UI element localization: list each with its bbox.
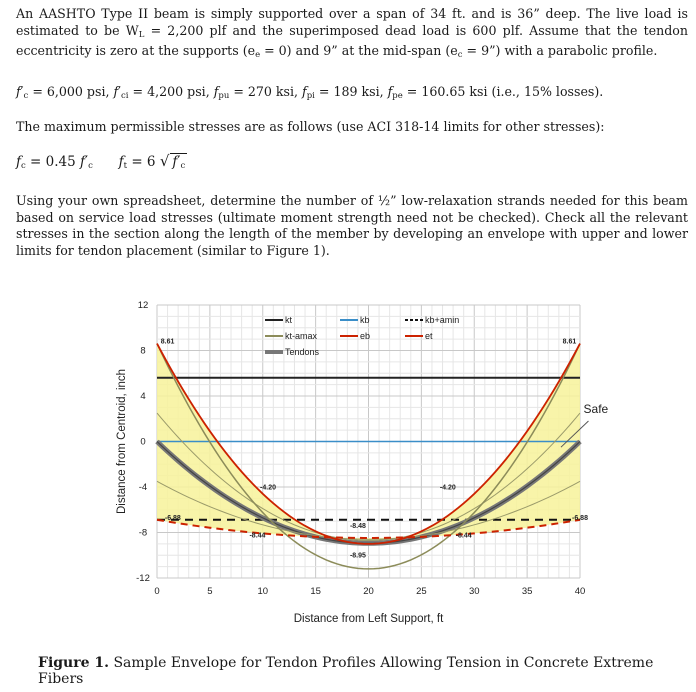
safe-annotation: Safe bbox=[583, 402, 609, 417]
y-tick-label: -12 bbox=[136, 573, 150, 584]
data-label: -6.88 bbox=[164, 514, 181, 522]
data-label: -4.20 bbox=[260, 484, 277, 492]
fpi-symbol: f bbox=[302, 84, 307, 99]
fpu-sub: pu bbox=[218, 91, 230, 101]
data-label: -6.88 bbox=[572, 514, 588, 522]
p1-text-c: = 0) and 9” at the mid-span (e bbox=[260, 43, 458, 58]
stress-limits-intro: The maximum permissible stresses are as follows (use ACI 318-14 limits for other stresses): bbox=[16, 119, 605, 134]
ft-limit-value: = 6 bbox=[127, 154, 160, 170]
y-axis-label: Distance from Centroid, inch bbox=[116, 368, 128, 515]
p1-text: An AASHTO Type II beam is simply supported over a span of 34 ft. and is 36” deep. The live load is estimated to be W bbox=[16, 6, 688, 38]
legend-label: et bbox=[425, 331, 433, 341]
ft-limit-symbol: f bbox=[118, 154, 124, 170]
legend-label: kb+amin bbox=[425, 315, 460, 325]
figure-caption bbox=[38, 655, 696, 687]
x-tick-label: 5 bbox=[207, 586, 213, 597]
x-tick-label: 20 bbox=[363, 586, 374, 597]
x-tick-label: 10 bbox=[257, 586, 269, 597]
y-tick-label: 4 bbox=[140, 391, 146, 402]
x-tick-label: 35 bbox=[521, 586, 533, 597]
x-axis-label: Distance from Left Support, ft bbox=[293, 613, 444, 625]
caption-text: Sample Envelope for Tendon Profiles Allowing Tension in Concrete Extreme Fibers bbox=[38, 655, 654, 687]
y-tick-label: 12 bbox=[137, 300, 149, 311]
x-tick-label: 0 bbox=[154, 586, 160, 597]
tendon-envelope-chart bbox=[110, 298, 630, 638]
y-tick-label: -4 bbox=[138, 482, 148, 493]
fpi-value: = 189 ksi, bbox=[314, 84, 388, 99]
stress-limits: $f_c = 0.45$ $f'_c$ $f_t = 6$ √ $f'_c$ bbox=[16, 153, 688, 175]
fc-limit-symbol: f bbox=[16, 154, 21, 170]
legend-label: Tendons bbox=[285, 347, 320, 357]
p1-text-d: = 9”) with a parabolic profile. bbox=[462, 43, 658, 58]
material-properties: $f'_c = 6,000$ psi, $f'_{ci} = 4,200$ psi, $f_{pu} = 270$ ksi, $f_{pi} = 189$ ksi, $f_{pe} = 160.65$ ksi (i.e., 15% losses). bbox=[16, 84, 604, 101]
data-label: -8.44 bbox=[249, 532, 266, 540]
fpu-symbol: f bbox=[213, 84, 219, 99]
fc-value: = 6,000 psi, bbox=[28, 84, 114, 99]
plot-area bbox=[116, 300, 609, 625]
x-tick-label: 15 bbox=[310, 586, 321, 597]
fc-symbol: f bbox=[16, 84, 21, 99]
data-label: -8.95 bbox=[349, 552, 366, 560]
data-label: -8.44 bbox=[455, 532, 472, 540]
fpe-value: = 160.65 ksi (i.e., 15% losses). bbox=[402, 84, 604, 99]
sub-c: c bbox=[457, 50, 463, 60]
fpi-sub: pi bbox=[306, 91, 315, 101]
y-tick-label: -8 bbox=[138, 527, 148, 539]
sub-e: e bbox=[255, 50, 261, 60]
problem-statement bbox=[16, 6, 688, 64]
caption-label: Figure 1. bbox=[38, 655, 109, 671]
x-tick-label: 40 bbox=[574, 586, 586, 597]
fci-symbol: f bbox=[113, 84, 119, 99]
y-tick-label: 0 bbox=[140, 436, 146, 448]
x-tick-label: 25 bbox=[416, 586, 427, 597]
legend-label: kt-amax bbox=[285, 331, 318, 341]
data-label: -8.48 bbox=[349, 522, 366, 530]
task-statement: Using your own spreadsheet, determine the number of ½” low-relaxation strands needed for this beam based on service load stresses (ultimate moment strength need not be checked). Check all the relevant stresses in the section along the length of the member by developing an envelope with upper and lower limits for tendon placement (similar to Figure 1). bbox=[16, 193, 688, 258]
fci-value: = 4,200 psi, bbox=[128, 84, 214, 99]
data-label: 8.61 bbox=[562, 338, 577, 346]
fc-limit-value: = 0.45 bbox=[25, 154, 81, 170]
sub-l: L bbox=[138, 29, 145, 40]
fpe-symbol: f bbox=[387, 84, 393, 99]
legend-label: eb bbox=[360, 331, 371, 341]
fpe-sub: pe bbox=[392, 91, 403, 101]
legend-label: kb bbox=[360, 315, 370, 325]
data-label: 8.61 bbox=[160, 338, 175, 346]
legend-label: kt bbox=[285, 315, 293, 325]
fpu-value: = 270 ksi, bbox=[229, 84, 303, 99]
p1-text-b: = 2,200 plf and the superimposed dead load is 600 plf. Assume that the tendon eccentricity is zero at the supports (e bbox=[16, 22, 688, 58]
data-label: -4.20 bbox=[439, 484, 456, 492]
y-tick-label: 8 bbox=[140, 345, 146, 357]
x-tick-label: 30 bbox=[468, 586, 480, 597]
